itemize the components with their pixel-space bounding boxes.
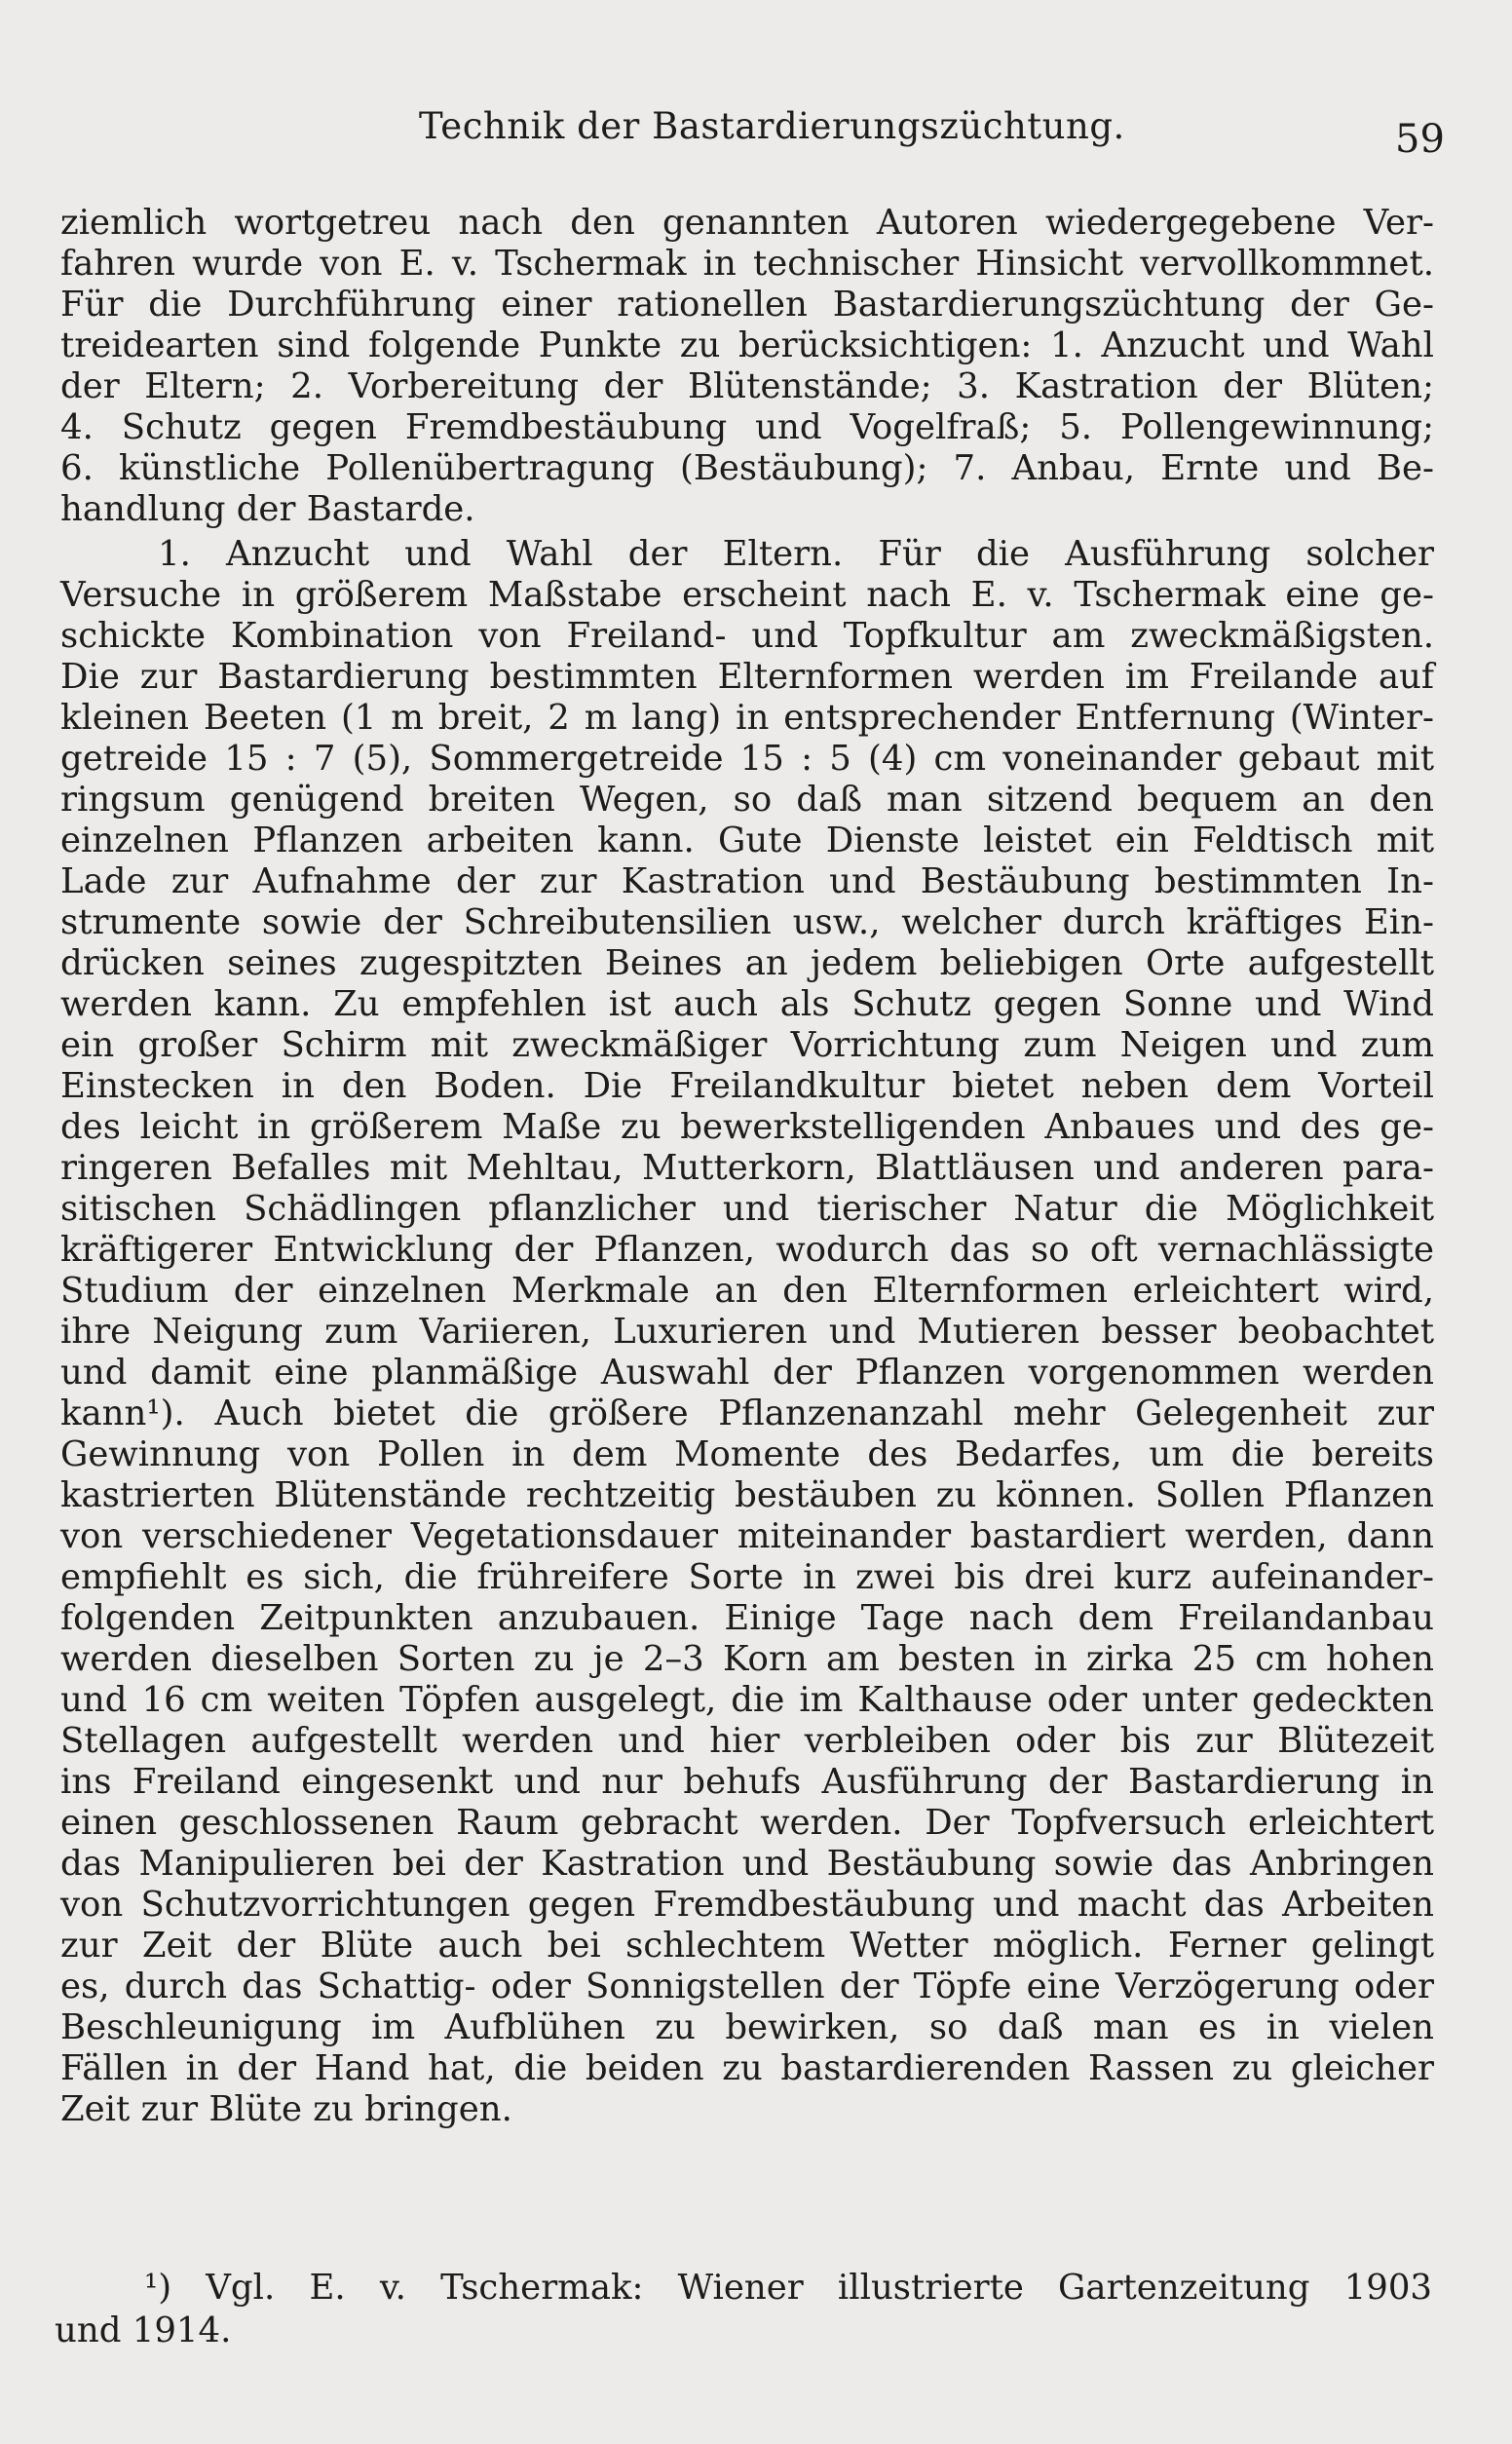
- text-line: ins Freiland eingesenkt und nur behufs Ausführung der Bastardierung in: [60, 1762, 1434, 1802]
- text-line: ringeren Befalles mit Mehltau, Mutterkorn, Blattläusen und anderen para-: [60, 1148, 1434, 1188]
- text-line: 4. Schutz gegen Fremdbestäubung und Vogelfraß; 5. Pollengewinnung;: [60, 407, 1434, 447]
- text-line: es, durch das Schattig- oder Sonnigstellen der Töpfe eine Verzögerung oder: [60, 1967, 1434, 2006]
- text-line: einen geschlossenen Raum gebracht werden. Der Topfversuch erleichtert: [60, 1803, 1434, 1843]
- text-line: kleinen Beeten (1 m breit, 2 m lang) in entsprechender Entfernung (Winter-: [60, 698, 1434, 738]
- running-head: Technik der Bastardierungszüchtung.: [419, 105, 1125, 147]
- text-line: Studium der einzelnen Merkmale an den Elternformen erleichtert wird,: [60, 1271, 1434, 1311]
- text-line: Zeit zur Blüte zu bringen.: [60, 2089, 512, 2129]
- text-line: folgenden Zeitpunkten anzubauen. Einige Tage nach dem Freilandanbau: [60, 1598, 1434, 1638]
- text-line: strumente sowie der Schreibutensilien usw., welcher durch kräftiges Ein-: [60, 902, 1434, 942]
- text-line: Einstecken in den Boden. Die Freilandkultur bietet neben dem Vorteil: [60, 1066, 1434, 1106]
- text-line: getreide 15 : 7 (5), Sommergetreide 15 : 5 (4) cm voneinander gebaut mit: [60, 739, 1434, 779]
- text-line: Beschleunigung im Aufblühen zu bewirken, so daß man es in vielen: [60, 2007, 1434, 2047]
- text-line: von verschiedener Vegetationsdauer miteinander bastardiert werden, dann: [60, 1516, 1434, 1556]
- text-line: werden dieselben Sorten zu je 2–3 Korn am besten in zirka 25 cm hohen: [60, 1639, 1434, 1679]
- page-number: 59: [1395, 117, 1445, 162]
- text-line: Lade zur Aufnahme der zur Kastration und Bestäubung bestimmten In-: [60, 861, 1434, 901]
- text-line: das Manipulieren bei der Kastration und Bestäubung sowie das Anbringen: [60, 1844, 1434, 1884]
- text-line: Versuche in größerem Maßstabe erscheint nach E. v. Tschermak eine ge-: [60, 575, 1434, 615]
- text-line: werden kann. Zu empfehlen ist auch als Schutz gegen Sonne und Wind: [60, 984, 1434, 1024]
- footnote-line: ¹) Vgl. E. v. Tschermak: Wiener illustrierte Gartenzeitung 1903: [144, 2268, 1432, 2308]
- text-line: ihre Neigung zum Variieren, Luxurieren und Mutieren besser beobachtet: [60, 1312, 1434, 1352]
- text-line: ringsum genügend breiten Wegen, so daß man sitzend bequem an den: [60, 780, 1434, 820]
- text-line: schickte Kombination von Freiland- und Topfkultur am zweckmäßigsten.: [60, 616, 1434, 656]
- text-line: Gewinnung von Pollen in dem Momente des Bedarfes, um die bereits: [60, 1434, 1434, 1474]
- text-line: kann¹). Auch bietet die größere Pflanzenanzahl mehr Gelegenheit zur: [60, 1394, 1434, 1433]
- text-line: sitischen Schädlingen pflanzlicher und tierischer Natur die Möglichkeit: [60, 1189, 1434, 1229]
- text-line: ein großer Schirm mit zweckmäßiger Vorrichtung zum Neigen und zum: [60, 1025, 1434, 1065]
- section-heading-line: 1. Anzucht und Wahl der Eltern. Für die Ausführung solcher: [158, 534, 1434, 574]
- text-line: von Schutzvorrichtungen gegen Fremdbestäubung und macht das Arbeiten: [60, 1885, 1434, 1925]
- text-line: ziemlich wortgetreu nach den genannten Autoren wiedergegebene Ver-: [60, 203, 1434, 243]
- text-line: Fällen in der Hand hat, die beiden zu bastardierenden Rassen zu gleicher: [60, 2048, 1434, 2088]
- text-line: 6. künstliche Pollenübertragung (Bestäubung); 7. Anbau, Ernte und Be-: [60, 448, 1434, 488]
- text-line: kräftigerer Entwicklung der Pflanzen, wodurch das so oft vernachlässigte: [60, 1230, 1434, 1270]
- text-line: treidearten sind folgende Punkte zu berücksichtigen: 1. Anzucht und Wahl: [60, 325, 1434, 365]
- text-line: kastrierten Blütenstände rechtzeitig bestäuben zu können. Sollen Pflanzen: [60, 1475, 1434, 1515]
- footnote-line: und 1914.: [55, 2310, 232, 2350]
- text-line: drücken seines zugespitzten Beines an jedem beliebigen Orte aufgestellt: [60, 943, 1434, 983]
- text-line: der Eltern; 2. Vorbereitung der Blütenstände; 3. Kastration der Blüten;: [60, 366, 1434, 406]
- text-line: Die zur Bastardierung bestimmten Elternformen werden im Freilande auf: [60, 657, 1434, 697]
- text-line: Für die Durchführung einer rationellen Bastardierungszüchtung der Ge-: [60, 285, 1434, 325]
- text-line: empfiehlt es sich, die frühreifere Sorte in zwei bis drei kurz aufeinander-: [60, 1557, 1434, 1597]
- text-line: Stellagen aufgestellt werden und hier verbleiben oder bis zur Blütezeit: [60, 1721, 1434, 1761]
- text-line: handlung der Bastarde.: [60, 489, 475, 529]
- text-line: und 16 cm weiten Töpfen ausgelegt, die im Kalthause oder unter gedeckten: [60, 1680, 1434, 1720]
- text-line: und damit eine planmäßige Auswahl der Pflanzen vorgenommen werden: [60, 1353, 1434, 1393]
- text-line: des leicht in größerem Maße zu bewerkstelligenden Anbaues und des ge-: [60, 1107, 1434, 1147]
- text-line: zur Zeit der Blüte auch bei schlechtem Wetter möglich. Ferner gelingt: [60, 1926, 1434, 1966]
- text-line: einzelnen Pflanzen arbeiten kann. Gute Dienste leistet ein Feldtisch mit: [60, 821, 1434, 860]
- text-line: fahren wurde von E. v. Tschermak in technischer Hinsicht vervollkommnet.: [60, 244, 1434, 284]
